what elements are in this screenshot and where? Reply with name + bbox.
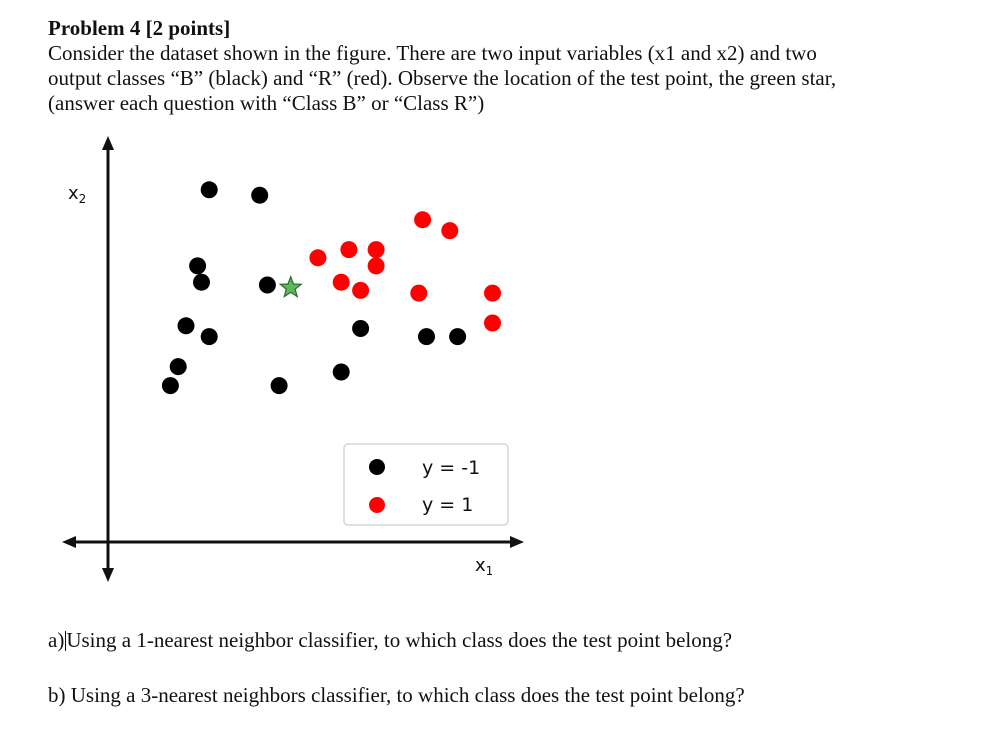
legend-label-neg: y = -1 <box>422 457 481 479</box>
data-point-series-1-7 <box>352 282 369 299</box>
data-point-series-1-2 <box>309 249 326 266</box>
data-point-series-0-1 <box>251 187 268 204</box>
problem-title: Problem 4 [2 points] <box>48 16 231 40</box>
data-point-series-0-10 <box>170 358 187 375</box>
legend-marker-red <box>369 497 385 513</box>
y-axis-arrow-top <box>102 136 114 150</box>
data-point-series-1-8 <box>410 285 427 302</box>
data-point-series-1-0 <box>414 211 431 228</box>
data-point-series-1-6 <box>333 274 350 291</box>
x-axis-label-subscript: 1 <box>485 564 494 578</box>
data-point-series-0-6 <box>201 328 218 345</box>
y-axis-label-subscript: 2 <box>78 192 87 206</box>
data-point-series-1-1 <box>441 222 458 239</box>
question-b: b) Using a 3-nearest neighbors classifier, to which class does the test point belong? <box>48 683 745 707</box>
x-axis-label <box>475 555 493 578</box>
data-point-series-0-3 <box>193 274 210 291</box>
question-a-text: Using a 1-nearest neighbor classifier, to which class does the test point belong? <box>66 628 733 652</box>
data-point-series-1-3 <box>340 241 357 258</box>
data-point-series-1-9 <box>484 285 501 302</box>
question-a <box>48 628 732 653</box>
data-point-series-1-5 <box>368 257 385 274</box>
data-point-series-0-5 <box>178 317 195 334</box>
x-axis-label-main: x <box>475 555 486 576</box>
legend-label-pos: y = 1 <box>422 494 474 516</box>
question-a-marker: a) <box>48 628 65 652</box>
data-point-series-1-10 <box>484 315 501 332</box>
problem-intro-line-1: Consider the dataset shown in the figure. There are two input variables (x1 and x2) and two <box>48 41 817 65</box>
data-point-series-0-9 <box>449 328 466 345</box>
data-point-series-0-12 <box>271 377 288 394</box>
y-axis-label <box>68 183 86 206</box>
data-point-series-0-4 <box>259 277 276 294</box>
x-axis-arrow-left <box>62 536 76 548</box>
x-axis-arrow-right <box>510 536 524 548</box>
problem-intro-line-2: output classes “B” (black) and “R” (red). Observe the location of the test point, the green star, <box>48 66 837 90</box>
data-point-series-1-4 <box>368 241 385 258</box>
legend <box>344 444 508 525</box>
y-axis-arrow-bottom <box>102 568 114 582</box>
data-point-series-0-2 <box>189 257 206 274</box>
problem-intro-line-3: (answer each question with “Class B” or “Class R”) <box>48 91 485 115</box>
points-layer <box>162 181 501 394</box>
data-point-series-0-8 <box>418 328 435 345</box>
data-point-series-0-7 <box>352 320 369 337</box>
data-point-series-0-0 <box>201 181 218 198</box>
data-point-series-0-13 <box>333 364 350 381</box>
y-axis-label-main: x <box>68 183 79 204</box>
legend-marker-black <box>369 459 385 475</box>
data-point-series-0-11 <box>162 377 179 394</box>
test-point-star-icon <box>280 277 301 297</box>
